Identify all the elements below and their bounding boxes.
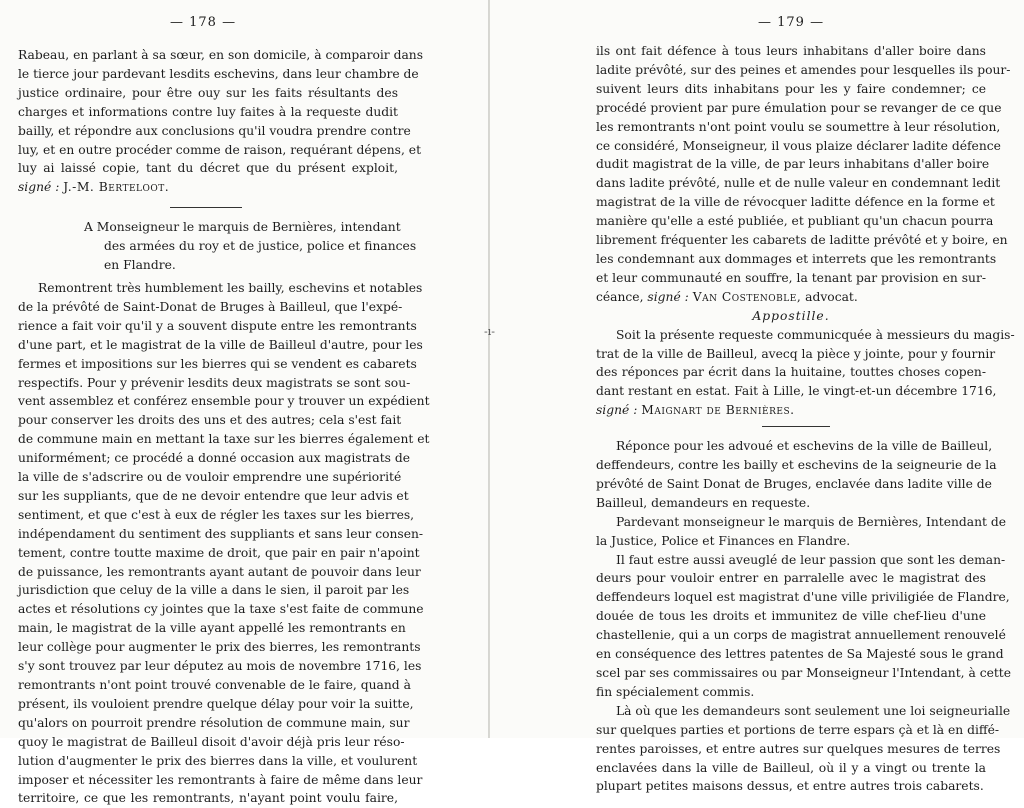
signature-line (596, 401, 986, 420)
paragraph-body (18, 298, 430, 808)
text-line: en conséquence des lettres patentes de Sa Majesté sous le grand (596, 647, 1004, 662)
book-gutter (488, 0, 490, 738)
text-fragment: céance, (596, 289, 644, 304)
right-page (596, 0, 1015, 794)
page-number: — 179 — (758, 15, 825, 30)
text-line: luy, et en outre procéder comme de raison, requérant dépens, et (18, 142, 422, 157)
text-line: luy ai laissé copie, tant du décret que du présent exploit, (18, 161, 398, 176)
signature-line (18, 178, 398, 197)
text-line: Il faut estre aussi aveuglé de leur passion que sont les deman- (616, 552, 1006, 567)
text-line: imposer et nécessiter les remontrants à faire de même dans leur (18, 772, 423, 787)
paragraph (596, 702, 1011, 797)
text-line: deffendeurs loquel est magistrat d'une ville priviligiée de Flandre, (596, 590, 1010, 605)
text-line: tement, contre toutte maxime de droit, que pair en pair n'apoint (18, 545, 420, 560)
text-line: bailly, et répondre aux conclusions qu'il voudra prendre contre (18, 123, 411, 138)
text-line: enclavées dans la ville de Bailleul, où il y a vingt ou trente la (596, 760, 986, 775)
text-line: trat de la ville de Bailleul, avecq la pièce y jointe, pour y fournir (596, 346, 996, 361)
text-line: deurs pour vouloir entrer en parralelle avec le magistrat des (596, 571, 986, 586)
text-line: justice ordinaire, pour être ouy sur les faits résultants des (18, 85, 398, 100)
text-line: pour conserver les droits des uns et des autres; cela s'est fait (18, 413, 402, 428)
text-line: et leur communauté en souffre, la tenant par provision en sur- (596, 270, 986, 285)
text-line: fermes et impositions sur les bierres qui se vendent es cabarets (18, 356, 417, 371)
text-line: plupart petites maisons dessus, et entre autres trois cabarets. (596, 779, 984, 794)
paragraph (18, 46, 424, 197)
text-line: sur les suppliants, que de ne devoir entendre que leur advis et (18, 488, 409, 503)
right-page-text (596, 42, 1015, 796)
text-line: les condemnant aux dommages et interrets que les remontrants (596, 251, 997, 266)
text-line: lution d'augmenter le prix des bierres dans la ville, et voulurent (18, 753, 418, 768)
text-line: la Justice, Police et Finances en Flandre. (596, 533, 851, 548)
text-line: Soit la présente requeste communicquée à messieurs du magis- (616, 327, 1015, 342)
text-line: dans ladite prévôté, nulle et de nulle valeur en condemnant ledit (596, 176, 1001, 191)
text-line: douée de tous les droits et immunitez de ville chef-lieu d'une (596, 609, 986, 624)
text-line: sur quelques parties et portions de terre espars çà et là en diffé- (596, 722, 1000, 737)
text-line: s'y sont trouvez par leur députez au mois de novembre 1716, les (18, 659, 422, 674)
signature-line (596, 288, 986, 307)
gutter-mark: ‑ı‑ (484, 325, 495, 338)
signer-name: J.-M. Berteloot. (63, 180, 170, 195)
text-line: Bailleul, demandeurs en requeste. (596, 495, 811, 510)
text-line: Réponce pour les advoué et eschevins de la ville de Bailleul, (616, 439, 993, 454)
text-line: des armées du roy et de justice, police et finances (104, 239, 417, 254)
text-line: A Monseigneur le marquis de Bernières, intendant (84, 220, 401, 235)
text-line: leur collège pour augmenter le prix des bierres, les remontrants (18, 640, 421, 655)
text-line: rience a fait voir qu'il y a souvent dispute entre les remontrants (18, 318, 417, 333)
text-line: présent, ils vouloient prendre quelque délay pour voir la suitte, (18, 696, 414, 711)
text-line: la ville de s'adscrire ou de vouloir emprendre une supériorité (18, 470, 402, 485)
text-line: suivent leurs dits inhabitans pour les y faire condemner; ce (596, 81, 986, 96)
text-line: dant restant en estat. Fait à Lille, le vingt-et-un décembre 1716, (596, 384, 997, 399)
paragraph (596, 551, 1012, 702)
text-line: des réponces par écrit dans la huitaine, touttes choses copen- (596, 365, 986, 380)
section-divider (762, 426, 830, 427)
text-line: le tierce jour pardevant lesdits eschevins, dans leur chambre de (18, 66, 419, 81)
paragraph (596, 42, 1011, 307)
text-line: jurisdiction que celuy de la ville a dans le sien, il paroit par les (18, 583, 410, 598)
text-line: Remontrent très humblement les bailly, eschevins et notables (38, 280, 423, 295)
text-line: de la prévôté de Saint-Donat de Bruges à Bailleul, que l'expé- (18, 299, 403, 314)
signer-name: Maignart de Bernières. (641, 403, 795, 418)
text-line: remontrants n'ont point trouvé convenable de le faire, quand à (18, 678, 411, 692)
text-line: de commune main en mettant la taxe sur les bierres également et (18, 432, 430, 447)
text-line: les remontrants n'ont point voulu se soumettre à leur résolution, (596, 119, 1001, 134)
text-line: indépendament du sentiment des suppliants et sans leur consen- (18, 526, 424, 541)
apostille-heading: Appostille. (752, 308, 830, 323)
text-line: quoy le magistrat de Bailleul disoit d'avoir déjà pris leur réso- (18, 734, 405, 749)
text-line: ladite prévôté, sur des peines et amendes pour lesquelles ils pour- (596, 62, 1011, 77)
paragraph (596, 437, 997, 513)
text-line: scel par ses commissaires ou par Monseigneur l'Intendant, à cette (596, 666, 1012, 680)
text-line: qu'alors on pourroit prendre résolution de commune main, sur (18, 715, 410, 730)
text-line: Pardevant monseigneur le marquis de Bernières, Intendant de (616, 514, 1007, 529)
left-page (18, 0, 430, 806)
text-line: ce considéré, Monseigneur, il vous plaize déclarer ladite défence (596, 138, 1001, 153)
apostille-paragraph (596, 326, 1015, 421)
text-line: respectifs. Pour y prévenir lesdits deux magistrats se sont sou- (18, 375, 411, 390)
left-page-text (18, 46, 430, 808)
signer-role: advocat. (805, 289, 858, 304)
text-line: procédé provient par pure émulation pour se revanger de ce que (596, 100, 1002, 115)
text-line: actes et résolutions cy jointes que la taxe s'est faite de commune (18, 602, 424, 617)
signer-name: Van Costenoble, (692, 289, 802, 304)
text-line: rentes paroisses, et entre autres sur quelques mesures de terres (596, 741, 1001, 756)
text-line: Là où que les demandeurs sont seulement une loi seigneurialle (616, 703, 1011, 718)
text-line: vent assemblez et conférez ensemble pour y trouver un expédient (18, 394, 430, 409)
paragraph (18, 279, 423, 298)
text-line: sentiment, et que c'est à eux de régler les taxes sur les bierres, (18, 507, 415, 522)
text-line: magistrat de la ville de révocquer laditte défence en la forme et (596, 195, 995, 210)
text-line: ils ont fait défence à tous leurs inhabitans d'aller boire dans (596, 44, 986, 58)
text-line: Rabeau, en parlant à sa sœur, en son domicile, à comparoir dans (18, 48, 424, 62)
page-number: — 178 — (170, 15, 237, 30)
text-line: dudit magistrat de la ville, de par leurs inhabitans d'aller boire (596, 157, 990, 172)
text-line: prévôté de Saint Donat de Bruges, enclavée dans ladite ville de (596, 476, 992, 491)
text-line: main, le magistrat de la ville ayant appellé les remontrants en (18, 621, 406, 636)
paragraph (596, 513, 1007, 551)
text-line: deffendeurs, contre les bailly et eschevins de la seigneurie de la (596, 458, 997, 473)
text-line: d'une part, et le magistrat de la ville de Bailleul d'autre, pour les (18, 337, 423, 352)
text-line: manière qu'elle a esté publiée, et publiant qu'un chacun pourra (596, 214, 994, 229)
text-line: charges et informations contre luy faites à la requeste dudit (18, 104, 398, 119)
signed-label: signé : (647, 289, 689, 304)
text-line: fin spécialement commis. (596, 684, 755, 699)
text-line: territoire, ce que les remontrants, n'ayant point voulu faire, (18, 791, 398, 806)
text-line: librement fréquenter les cabarets de laditte prévôté et y boire, en (596, 233, 1008, 248)
signed-label: signé : (596, 403, 638, 418)
text-line: en Flandre. (104, 258, 176, 273)
address-block (18, 218, 417, 275)
section-divider (170, 207, 242, 208)
text-line: uniformément; ce procédé a donné occasion aux magistrats de (18, 451, 411, 466)
signed-label: signé : (18, 180, 60, 195)
text-line: de puissance, les remontrants ayant autant de pouvoir dans leur (18, 564, 421, 579)
text-line: chastellenie, qui a un corps de magistrat annuellement renouvelé (596, 628, 1006, 643)
